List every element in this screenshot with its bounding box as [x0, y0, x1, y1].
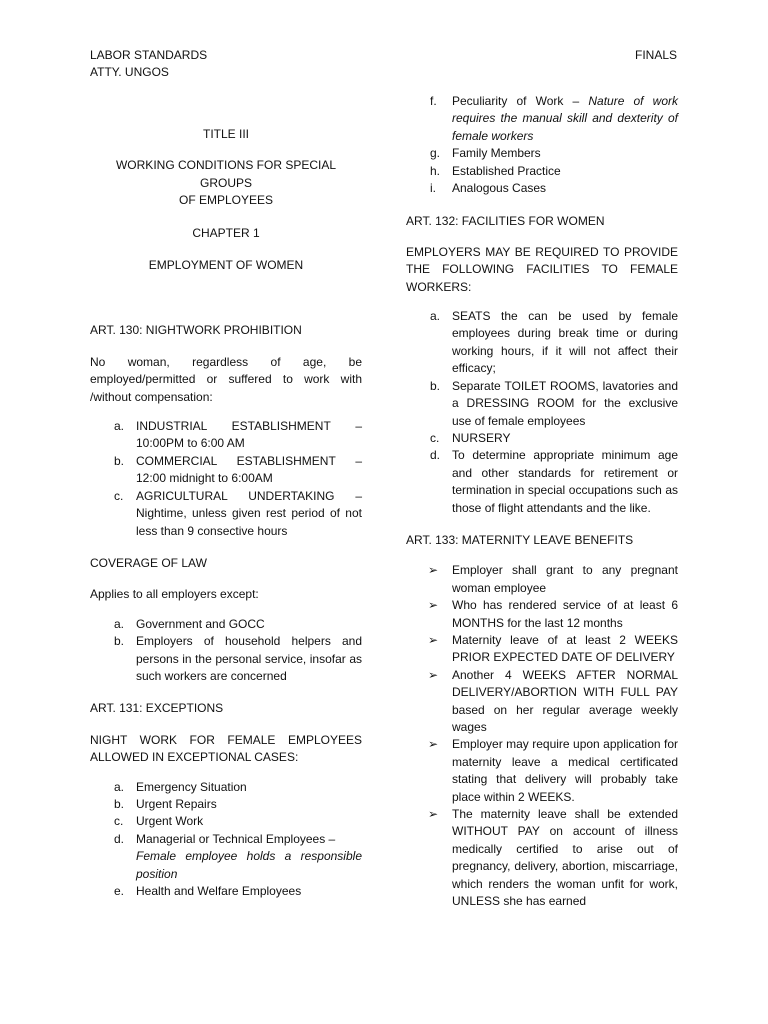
subtitle-line-2: OF EMPLOYEES	[178, 193, 274, 208]
list-item-text: Urgent Repairs	[136, 796, 217, 811]
list-item	[406, 667, 678, 737]
list-marker: a.	[114, 616, 125, 631]
art130-list	[90, 418, 362, 540]
chapter-title: EMPLOYMENT OF WOMEN	[148, 258, 304, 273]
list-item	[90, 779, 362, 796]
header-left	[90, 47, 207, 82]
list-marker: d.	[114, 831, 125, 846]
list-item-text: Another 4 WEEKS AFTER NORMAL DELIVERY/ABORTION WITH FULL PAY based on her regular average weekly wages	[452, 667, 678, 734]
list-item-text: Employer may require upon application for maternity leave a medical certificated stating that delivery will probably take place within 2 WEEKS.	[452, 737, 678, 804]
list-item-text: Analogous Cases	[452, 181, 547, 196]
list-marker: a.	[114, 419, 125, 434]
arrow-bullet-icon: ➢	[428, 598, 439, 613]
art130-body: No woman, regardless of age, be employed/permitted or suffered to work with /without compensation:	[90, 354, 362, 404]
arrow-bullet-icon: ➢	[428, 807, 439, 822]
list-item	[406, 597, 678, 632]
coverage-heading: COVERAGE OF LAW	[90, 555, 207, 570]
list-item-text: Managerial or Technical Employees –	[136, 831, 336, 846]
list-item	[406, 806, 678, 910]
art131-heading: ART. 131: EXCEPTIONS	[90, 701, 224, 716]
list-item	[406, 145, 678, 162]
list-item-text: NURSERY	[452, 430, 511, 445]
list-item-text: Established Practice	[452, 163, 561, 178]
list-marker: c.	[430, 430, 440, 445]
list-item-text: Who has rendered service of at least 6 MONTHS for the last 12 months	[452, 598, 678, 630]
list-item-text: COMMERCIAL ESTABLISHMENT – 12:00 midnight to 6:00AM	[136, 453, 362, 486]
list-item-text: INDUSTRIAL ESTABLISHMENT – 10:00PM to 6:00 AM	[136, 419, 362, 451]
coverage-list	[90, 616, 362, 686]
list-marker: a.	[430, 309, 441, 324]
list-item	[90, 418, 362, 453]
arrow-bullet-icon: ➢	[428, 667, 439, 682]
list-item	[406, 430, 678, 447]
list-item	[90, 633, 362, 685]
list-item	[406, 562, 678, 597]
list-item-text: Emergency Situation	[136, 779, 247, 794]
art131-body: NIGHT WORK FOR FEMALE EMPLOYEES ALLOWED IN EXCEPTIONAL CASES:	[90, 732, 362, 765]
chapter-heading: CHAPTER 1	[192, 225, 260, 240]
right-column	[406, 93, 678, 910]
instructor-name: ATTY. UNGOS	[90, 65, 169, 80]
list-marker: h.	[430, 163, 441, 178]
list-item	[406, 447, 678, 517]
arrow-bullet-icon: ➢	[428, 563, 439, 578]
list-item-text: Employer shall grant to any pregnant woman employee	[452, 563, 678, 595]
list-item	[90, 616, 362, 633]
art132-heading: ART. 132: FACILITIES FOR WOMEN	[406, 214, 605, 229]
list-item-italic: Nature of work requires the manual skill and dexterity of female workers	[452, 94, 678, 143]
list-item-text: Health and Welfare Employees	[136, 884, 302, 898]
course-title: LABOR STANDARDS	[90, 48, 208, 62]
list-item	[406, 93, 678, 145]
list-item-text: AGRICULTURAL UNDERTAKING – Nightime, unless given rest period of not less than 9 consective hours	[136, 488, 362, 538]
list-marker: c.	[114, 488, 124, 503]
list-marker: g.	[430, 146, 441, 161]
arrow-bullet-icon: ➢	[428, 737, 439, 752]
arrow-bullet-icon: ➢	[428, 632, 439, 647]
list-item	[90, 883, 362, 900]
list-item-text: Maternity leave of at least 2 WEEKS PRIOR EXPECTED DATE OF DELIVERY	[452, 632, 678, 665]
list-item-text: Employers of household helpers and persons in the personal service, insofar as such workers are concerned	[136, 634, 362, 683]
list-item	[406, 308, 678, 378]
list-item	[90, 488, 362, 540]
coverage-body: Applies to all employers except:	[90, 587, 259, 602]
list-item	[90, 796, 362, 813]
list-item	[406, 180, 678, 197]
term-label: FINALS	[634, 48, 677, 62]
art132-list	[406, 308, 678, 517]
list-marker: b.	[114, 634, 125, 649]
art131-list	[90, 779, 362, 901]
list-item-text: SEATS the can be used by female employees during break time or during working hours, if it will not affect their efficacy;	[452, 309, 678, 376]
list-item-lead: Peculiarity of Work –	[452, 94, 580, 108]
list-item-text: To determine appropriate minimum age and other standards for retirement or termination in special occupations such as those of flight attendants and the like.	[452, 448, 678, 515]
art133-list	[406, 562, 678, 910]
list-item-italic: Female employee holds a responsible position	[136, 849, 362, 881]
list-marker: b.	[114, 453, 125, 468]
exceptions-continued-list	[406, 93, 678, 197]
list-item-text: The maternity leave shall be extended WITHOUT PAY on account of illness medically certified to arise out of pregnancy, delivery, abortion, miscarriage, which renders the woman unfit for work, UNLESS she has earned	[452, 807, 678, 909]
list-marker: f.	[430, 94, 437, 108]
list-marker: d.	[430, 448, 441, 463]
list-marker: b.	[114, 796, 125, 811]
list-marker: c.	[114, 814, 124, 829]
list-item-text: Separate TOILET ROOMS, lavatories and a DRESSING ROOM for the exclusive use of female employees	[452, 378, 678, 428]
list-marker: a.	[114, 779, 125, 794]
title-heading: TITLE III	[202, 127, 249, 141]
list-item	[90, 453, 362, 488]
list-item	[406, 632, 678, 667]
list-marker: e.	[114, 884, 125, 898]
list-item-text: Family Members	[452, 146, 541, 161]
list-item-text	[452, 93, 678, 145]
art130-heading: ART. 130: NIGHTWORK PROHIBITION	[90, 323, 302, 338]
art132-body: EMPLOYERS MAY BE REQUIRED TO PROVIDE THE FOLLOWING FACILITIES TO FEMALE WORKERS:	[406, 244, 678, 294]
list-marker: b.	[430, 378, 441, 393]
list-marker: i.	[430, 181, 436, 196]
list-item	[90, 831, 362, 883]
subtitle-line-1: WORKING CONDITIONS FOR SPECIAL GROUPS	[115, 158, 337, 190]
list-item-text: Urgent Work	[136, 814, 204, 829]
list-item	[90, 813, 362, 830]
list-item	[406, 736, 678, 806]
left-column	[90, 93, 362, 900]
list-item	[406, 378, 678, 430]
art133-heading: ART. 133: MATERNITY LEAVE BENEFITS	[406, 532, 634, 547]
list-item	[406, 163, 678, 180]
list-item-text: Government and GOCC	[136, 616, 265, 631]
